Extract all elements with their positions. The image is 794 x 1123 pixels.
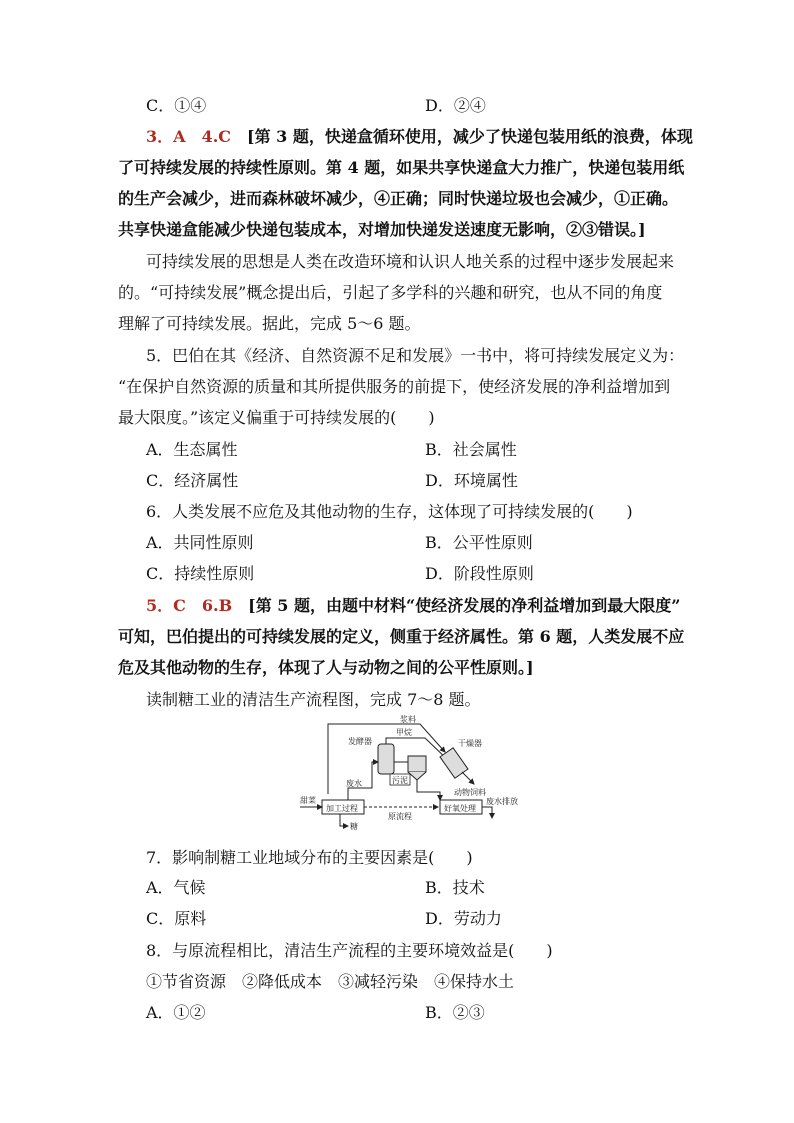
answer-5-6-line-2 xyxy=(0,625,794,649)
answer-3-4-text-3: 的生产会减少，进而森林破坏减少，④正确；同时快递垃圾也会减少，①正确。 xyxy=(118,189,679,208)
q5-option-c: C．经济属性 xyxy=(146,471,239,490)
q7-option-a: A．气候 xyxy=(146,878,206,897)
label-wastewater: 废水 xyxy=(346,779,362,788)
answer-key-4: 4.C xyxy=(201,127,232,146)
sugar-production-flow-diagram xyxy=(300,714,530,840)
q5-stem-2: “在保护自然资源的质量和其所提供服务的前提下，使经济发展的净利益增加到 xyxy=(118,377,671,396)
fermenter-vessel xyxy=(378,744,394,774)
answer-3-4-line-4 xyxy=(0,218,794,242)
answer-key-3: 3．A xyxy=(146,127,186,146)
q8-items: ①节省资源 ②降低成本 ③减轻污染 ④保持水土 xyxy=(146,972,515,991)
answer-5-6-text-2: 可知，巴伯提出的可持续发展的定义，侧重于经济属性。第 6 题，人类发展不应 xyxy=(118,627,685,646)
q6-option-a: A．共同性原则 xyxy=(146,533,254,552)
q8-line-1 xyxy=(0,939,794,963)
q6-stem: 6．人类发展不应危及其他动物的生存，这体现了可持续发展的( ) xyxy=(146,502,633,521)
q7-stem: 7．影响制糖工业地域分布的主要因素是( ) xyxy=(146,848,473,867)
answer-3-4-line-1 xyxy=(0,125,794,149)
label-sugar: 糖 xyxy=(350,822,358,831)
intro-5-6-line-1 xyxy=(0,250,794,274)
label-discharge: 废水排放 xyxy=(486,797,518,806)
answer-key-6: 6.B xyxy=(201,596,233,615)
q5-stem-3: 最大限度。”该定义偏重于可持续发展的( ) xyxy=(118,408,435,427)
q5-option-b: B．社会属性 xyxy=(425,440,517,459)
intro-5-6-text-2: 的。“可持续发展”概念提出后，引起了多学科的兴趣和研究，也从不同的角度 xyxy=(118,283,663,302)
q8-line-2 xyxy=(0,970,794,994)
answer-3-4-line-2 xyxy=(0,156,794,180)
q8-option-a: A．①② xyxy=(146,1003,206,1022)
answer-5-6-line-3 xyxy=(0,656,794,680)
q7-option-d: D．劳动力 xyxy=(425,909,502,928)
q6-option-d: D．阶段性原则 xyxy=(425,564,534,583)
q7-options-row-2 xyxy=(0,907,794,931)
label-sludge: 污泥 xyxy=(392,776,408,785)
label-feed: 动物饲料 xyxy=(454,788,486,797)
answer-3-4-line-3 xyxy=(0,187,794,211)
q5-options-row-2 xyxy=(0,469,794,493)
intro-5-6-line-3 xyxy=(0,312,794,336)
label-pulp: 浆料 xyxy=(400,715,416,724)
answer-5-6-text-1: [第 5 题，由题中材料“使经济发展的净利益增加到最大限度” xyxy=(248,596,681,615)
answer-5-6-line-1 xyxy=(0,594,794,618)
q8-options-row-1 xyxy=(0,1001,794,1025)
q5-line-2 xyxy=(0,375,794,399)
label-beet: 甜菜 xyxy=(300,796,316,805)
answer-3-4-text-2: 了可持续发展的持续性原则。第 4 题，如果共享快递盒大力推广，快递包装用纸 xyxy=(118,158,685,177)
q5-option-a: A．生态属性 xyxy=(146,440,238,459)
label-dryer: 干燥器 xyxy=(458,739,482,748)
q2-options-row-2 xyxy=(0,94,794,118)
answer-3-4-text-4: 共享快递盒能减少快递包装成本，对增加快递发送速度无影响，②③错误。] xyxy=(118,220,646,239)
label-original-flow: 原流程 xyxy=(388,812,412,821)
label-aerobic: 好氧处理 xyxy=(444,804,476,813)
intro-5-6-text-1: 可持续发展的思想是人类在改造环境和认识人地关系的过程中逐步发展起来 xyxy=(146,252,675,271)
q6-options-row-2 xyxy=(0,562,794,586)
q7-option-b: B．技术 xyxy=(425,878,485,897)
q8-stem: 8．与原流程相比，清洁生产流程的主要环境效益是( ) xyxy=(146,941,553,960)
q2-option-c: C．①④ xyxy=(146,96,207,115)
feed-arrow xyxy=(462,772,474,784)
label-methane: 甲烷 xyxy=(396,728,412,737)
q7-option-c: C．原料 xyxy=(146,909,207,928)
settling-tank xyxy=(408,756,426,772)
q7-line-1 xyxy=(0,846,794,870)
q2-option-d: D．②④ xyxy=(425,96,486,115)
q6-options-row-1 xyxy=(0,531,794,555)
q6-option-b: B．公平性原则 xyxy=(425,533,533,552)
answer-key-5: 5．C xyxy=(146,596,186,615)
intro-5-6-line-2 xyxy=(0,281,794,305)
label-fermenter: 发酵器 xyxy=(348,737,372,746)
q6-line-1 xyxy=(0,500,794,524)
q5-line-1 xyxy=(0,344,794,368)
q5-line-3 xyxy=(0,406,794,430)
q6-option-c: C．持续性原则 xyxy=(146,564,255,583)
answer-3-4-text-1: [第 3 题，快递盒循环使用，减少了快递包装用纸的浪费，体现 xyxy=(247,127,693,146)
q5-option-d: D．环境属性 xyxy=(425,471,518,490)
answer-5-6-text-3: 危及其他动物的生存，体现了人与动物之间的公平性原则。] xyxy=(118,658,534,677)
q5-stem-1: 5．巴伯在其《经济、自然资源不足和发展》一书中，将可持续发展定义为： xyxy=(146,346,685,365)
label-processing: 加工过程 xyxy=(326,804,358,813)
q7-options-row-1 xyxy=(0,876,794,900)
intro-5-6-text-3: 理解了可持续发展。据此，完成 5～6 题。 xyxy=(118,314,421,333)
intro-7-8-line xyxy=(0,688,794,712)
intro-7-8-text: 读制糖工业的清洁生产流程图，完成 7～8 题。 xyxy=(146,690,481,709)
q8-option-b: B．②③ xyxy=(425,1003,485,1022)
q5-options-row-1 xyxy=(0,438,794,462)
